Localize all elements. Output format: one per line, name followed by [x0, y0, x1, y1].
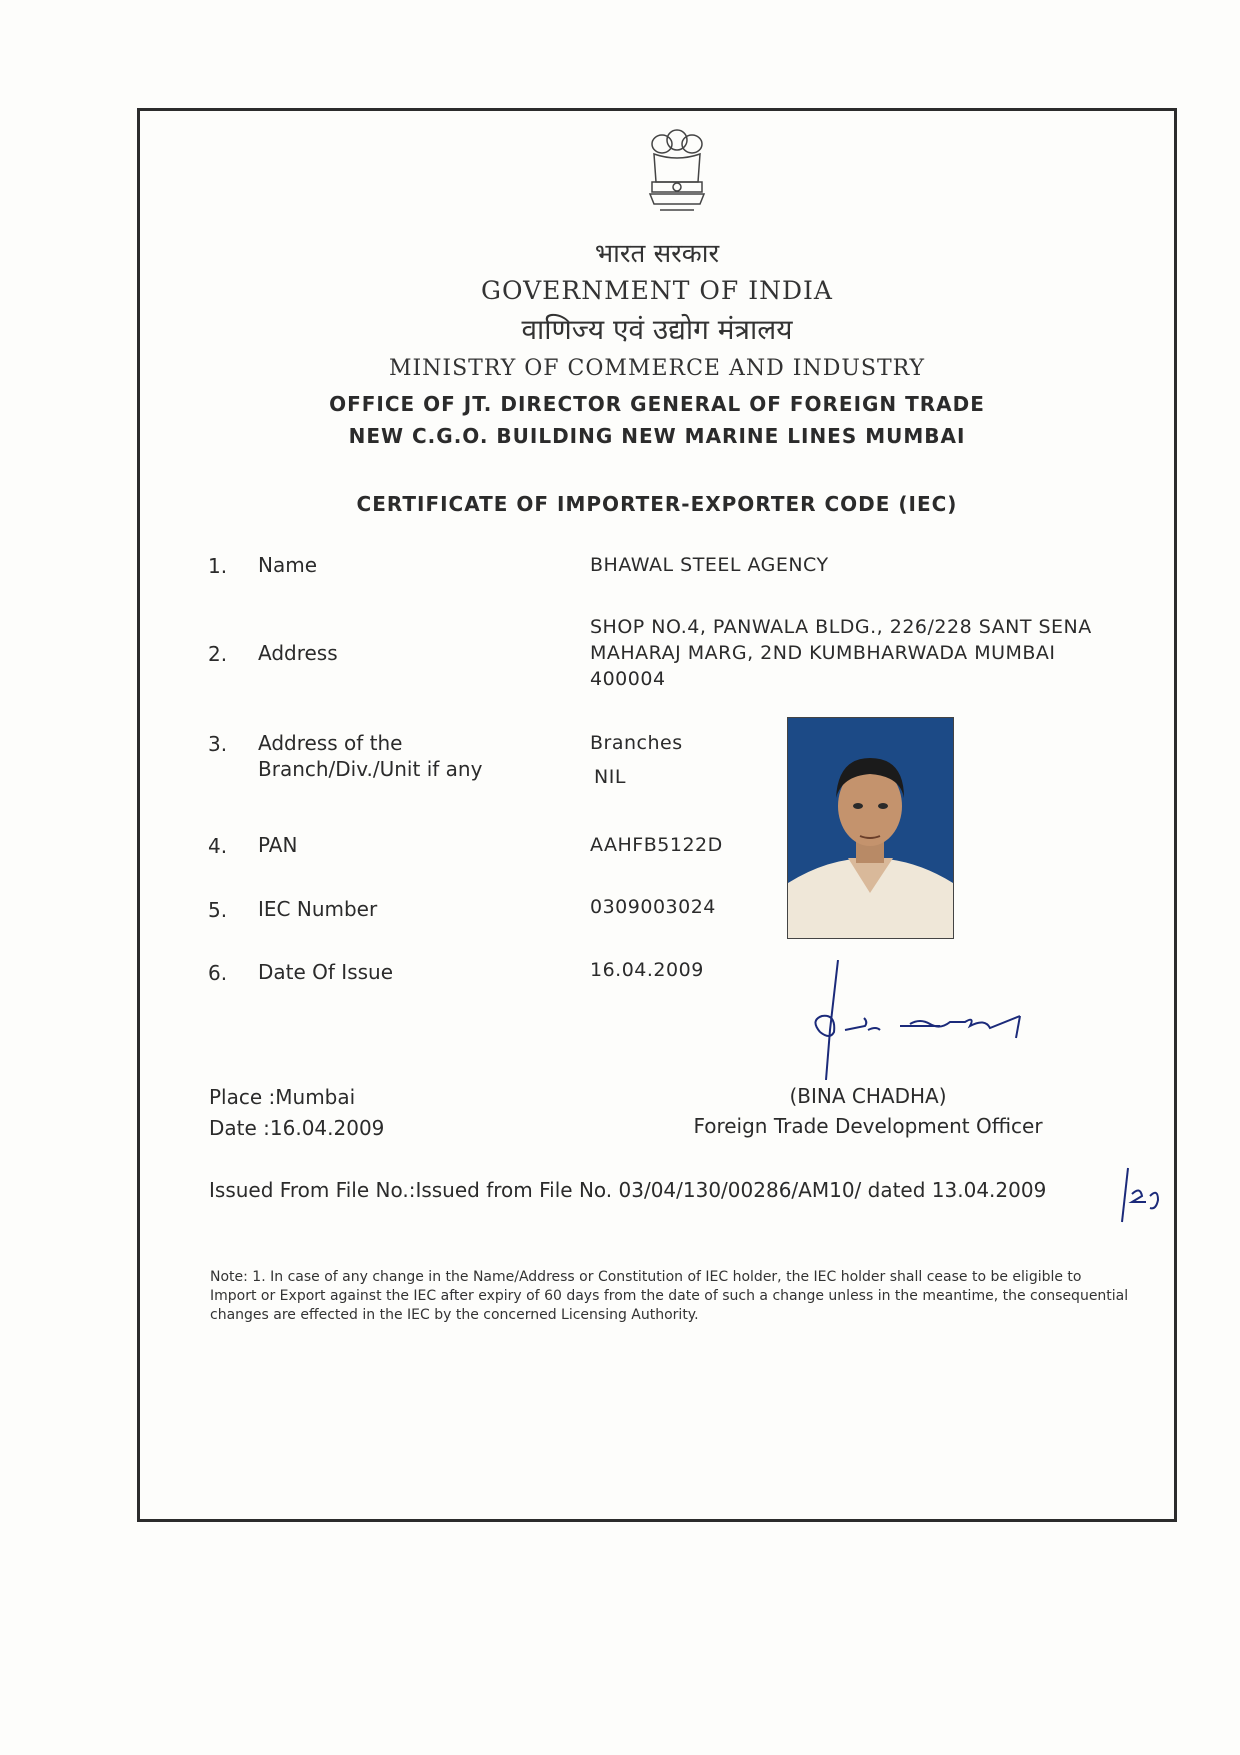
field-value-iec-number: 0309003024 [590, 896, 716, 918]
office-heading: OFFICE OF JT. DIRECTOR GENERAL OF FOREIGN TRADE [329, 392, 985, 416]
signature-icon [790, 960, 1050, 1080]
field-number: 6. [208, 961, 228, 985]
field-value-branches-heading: Branches [590, 732, 683, 754]
note-paragraph: Note: 1. In case of any change in the Name/Address or Constitution of IEC holder, the IEC holder shall cease to be eligible to Import or Export against the IEC after expiry of 60 days from the date of such a change unless in the meantime, the consequential changes are effected in the IEC by the concerned Licensing Authority. [210, 1269, 1129, 1323]
ministry-heading: MINISTRY OF COMMERCE AND INDUSTRY [388, 356, 926, 381]
field-number: 2. [208, 642, 228, 666]
field-label-address: Address [258, 641, 338, 665]
handwritten-mark-icon [1118, 1166, 1166, 1224]
file-number-text: Issued From File No.:Issued from File No. 03/04/130/00286/AM10/ dated 13.04.2009 [209, 1178, 1047, 1202]
field-label-branch-line-1: Address of the [258, 731, 403, 755]
government-heading: GOVERNMENT OF INDIA [481, 276, 833, 305]
field-label-date-of-issue: Date Of Issue [258, 960, 394, 984]
date-text: Date :16.04.2009 [209, 1116, 385, 1140]
field-value-address-line-3: 400004 [590, 668, 666, 690]
applicant-photo [787, 717, 954, 939]
field-value-branches: NIL [594, 766, 626, 788]
field-number: 3. [208, 732, 228, 756]
place-text: Place :Mumbai [209, 1085, 356, 1109]
office-address: NEW C.G.O. BUILDING NEW MARINE LINES MUMBAI [348, 424, 966, 448]
hindi-ministry-heading: वाणिज्य एवं उद्योग मंत्रालय [521, 313, 793, 346]
hindi-government-heading: भारत सरकार [594, 239, 720, 269]
field-label-branch-line-2: Branch/Div./Unit if any [258, 757, 483, 781]
field-number: 5. [208, 898, 228, 922]
field-value-date-of-issue: 16.04.2009 [590, 959, 704, 981]
field-value-address-line-1: SHOP NO.4, PANWALA BLDG., 226/228 SANT SENA [590, 616, 1092, 638]
field-value-pan: AAHFB5122D [590, 834, 723, 856]
field-value-name: BHAWAL STEEL AGENCY [590, 554, 829, 576]
field-number: 4. [208, 834, 228, 858]
field-number: 1. [208, 554, 228, 578]
state-emblem-icon [640, 122, 715, 222]
officer-title: Foreign Trade Development Officer [693, 1114, 1043, 1138]
field-label-iec-number: IEC Number [258, 897, 378, 921]
field-value-address-line-2: MAHARAJ MARG, 2ND KUMBHARWADA MUMBAI [590, 642, 1056, 664]
field-label-pan: PAN [258, 833, 298, 857]
officer-name: (BINA CHADHA) [789, 1084, 947, 1108]
field-label-name: Name [258, 553, 318, 577]
certificate-title: CERTIFICATE OF IMPORTER-EXPORTER CODE (IEC) [356, 492, 958, 516]
